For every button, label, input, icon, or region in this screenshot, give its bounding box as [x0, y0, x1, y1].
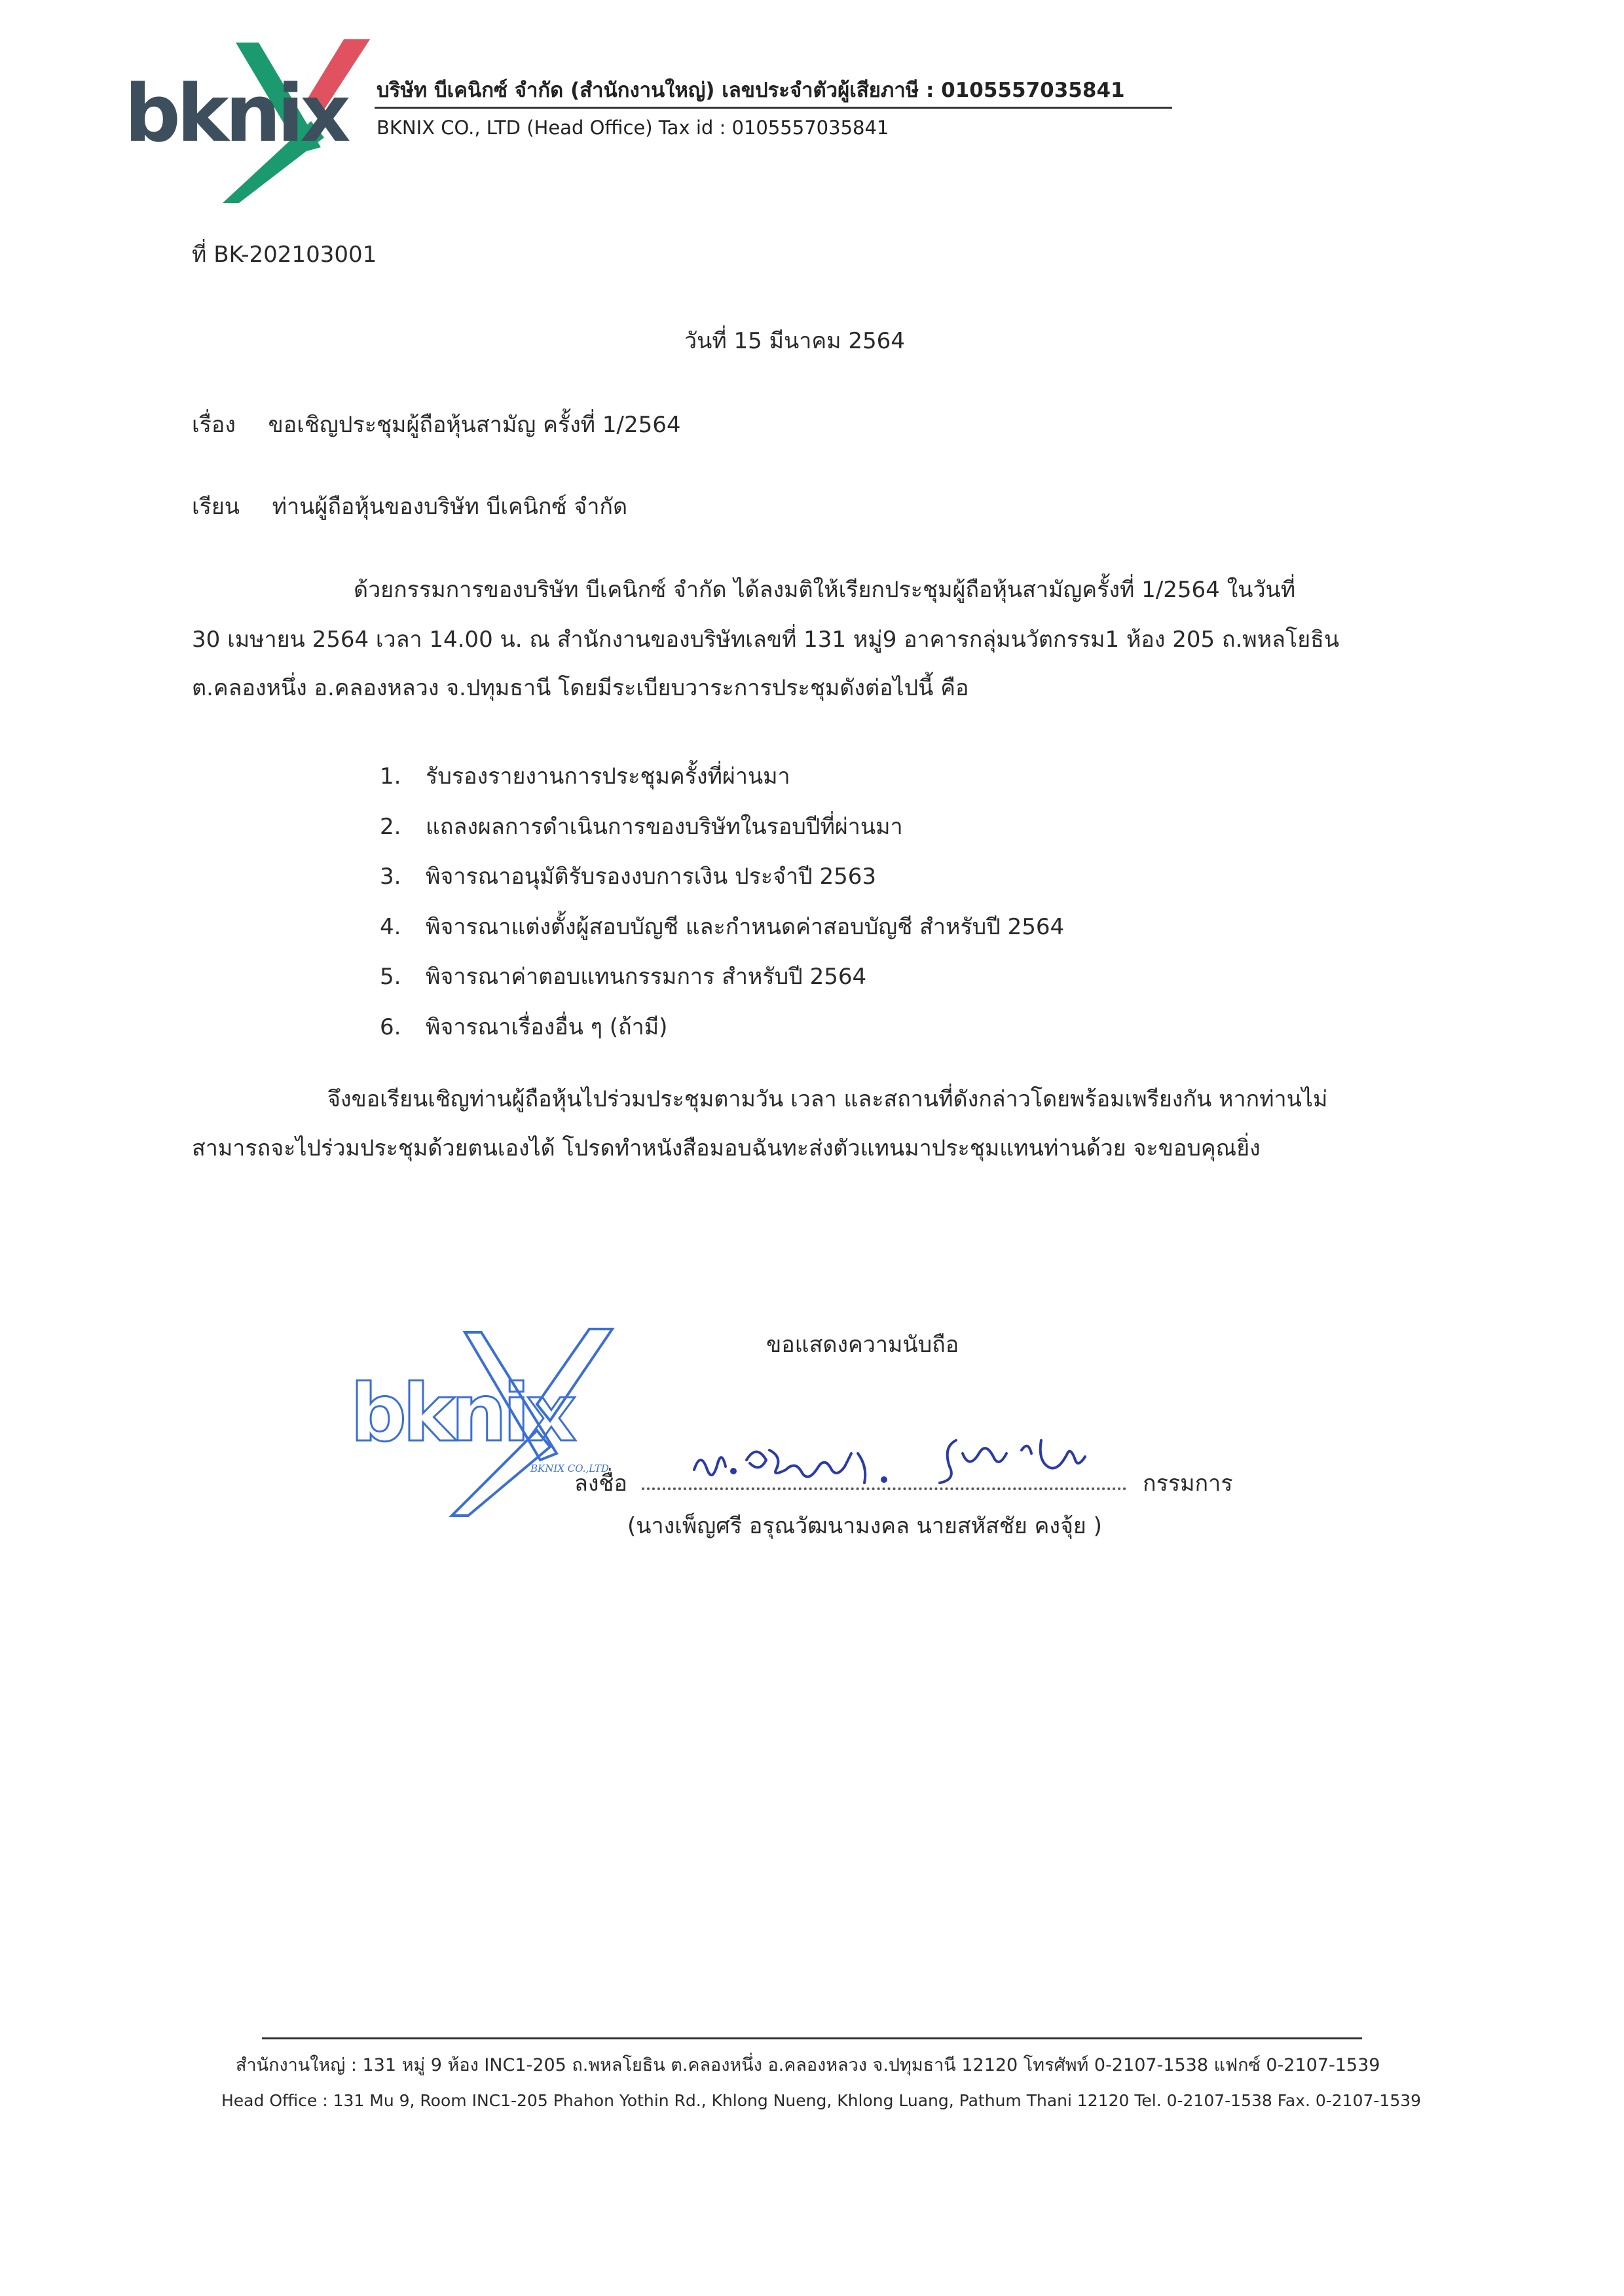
sign-label: ลงชื่อ — [574, 1470, 627, 1497]
agenda-item: 5. พิจารณาค่าตอบแทนกรรมการ สำหรับปี 2564 — [380, 964, 867, 990]
company-logo — [124, 36, 373, 206]
subject-line — [192, 411, 681, 439]
header-divider — [375, 107, 1172, 109]
sign-role: กรรมการ — [1143, 1470, 1233, 1497]
stamp-text: bknix — [350, 1368, 573, 1459]
signatory-names: (นางเพ็ญศรี อรุณวัฒนามงคล นายสหัสชัย คงจุ้ย ) — [627, 1513, 1102, 1539]
agenda-item: 3. พิจารณาอนุมัติรับรองงบการเงิน ประจำปี 2563 — [380, 864, 877, 890]
paragraph-1-line-1: ด้วยกรรมการของบริษัท บีเคนิกซ์ จำกัด ได้ลงมติให้เรียกประชุมผู้ถือหุ้นสามัญครั้งที่ 1/2564 ในวันที่ — [354, 577, 1296, 603]
subject-label: เรื่อง — [192, 412, 236, 438]
subject-text: ขอเชิญประชุมผู้ถือหุ้นสามัญ ครั้งที่ 1/2564 — [268, 412, 681, 438]
bknix-logo-mark — [124, 36, 373, 206]
salutation-text: ท่านผู้ถือหุ้นของบริษัท บีเคนิกซ์ จำกัด — [272, 494, 628, 520]
handwritten-signature — [681, 1424, 1139, 1496]
agenda-item: 6. พิจารณาเรื่องอื่น ๆ (ถ้ามี) — [380, 1013, 668, 1040]
agenda-list — [380, 752, 1064, 1052]
signature-mark — [681, 1424, 1139, 1496]
reference-number: ที่ BK-202103001 — [192, 242, 377, 268]
footer-address-english: Head Office : 131 Mu 9, Room INC1-205 Phahon Yothin Rd., Khlong Nueng, Khlong Luang, Pathum Thani 12120 Tel. 0-2107-1538 Fax. 0-2107-1539 — [221, 2091, 1422, 2110]
salutation-line — [192, 493, 627, 521]
stamp-small-text: BKNIX CO.,LTD — [530, 1463, 609, 1474]
salutation-label: เรียน — [192, 494, 240, 520]
company-name-english: BKNIX CO., LTD (Head Office) Tax id : 0105557035841 — [377, 117, 889, 139]
agenda-item: 2. แถลงผลการดำเนินการของบริษัทในรอบปีที่ผ่านมา — [380, 813, 903, 840]
paragraph-2-line-2: สามารถจะไปร่วมประชุมด้วยตนเองได้ โปรดทำหนังสือมอบฉันทะส่งตัวแทนมาประชุมแทนท่านด้วย จะขอบคุณยิ่ง — [192, 1135, 1261, 1161]
letter-date: วันที่ 15 มีนาคม 2564 — [684, 328, 905, 354]
footer-address-thai: สำนักงานใหญ่ : 131 หมู่ 9 ห้อง INC1-205 ถ.พหลโยธิน ต.คลองหนึ่ง อ.คลองหลวง จ.ปทุมธานี 12120 โทรศัพท์ 0-2107-1538 แฟกซ์ 0-2107-1539 — [236, 2055, 1380, 2075]
company-name-thai: บริษัท บีเคนิกซ์ จำกัด (สำนักงานใหญ่) เลขประจำตัวผู้เสียภาษี : 0105557035841 — [377, 79, 1125, 102]
paragraph-1-line-3: ต.คลองหนึ่ง อ.คลองหลวง จ.ปทุมธานี โดยมีระเบียบวาระการประชุมดังต่อไปนี้ คือ — [192, 675, 969, 701]
closing-text: ขอแสดงความนับถือ — [766, 1332, 959, 1358]
paragraph-2-line-1: จึงขอเรียนเชิญท่านผู้ถือหุ้นไปร่วมประชุมตามวัน เวลา และสถานที่ดังกล่าวโดยพร้อมเพรียงกัน หากท่านไม่ — [327, 1086, 1328, 1112]
agenda-item: 4. พิจารณาแต่งตั้งผู้สอบบัญชี และกำหนดค่าสอบบัญชี สำหรับปี 2564 — [380, 913, 1065, 940]
footer-divider — [262, 2037, 1362, 2039]
agenda-item: 1. รับรองรายงานการประชุมครั้งที่ผ่านมา — [380, 763, 790, 790]
paragraph-1-line-2: 30 เมษายน 2564 เวลา 14.00 น. ณ สำนักงานของบริษัทเลขที่ 131 หมู่9 อาคารกลุ่มนวัตกรรม1 ห้อง 205 ถ.พหลโยธิน — [192, 627, 1340, 653]
logo-text: bknix — [124, 69, 347, 160]
